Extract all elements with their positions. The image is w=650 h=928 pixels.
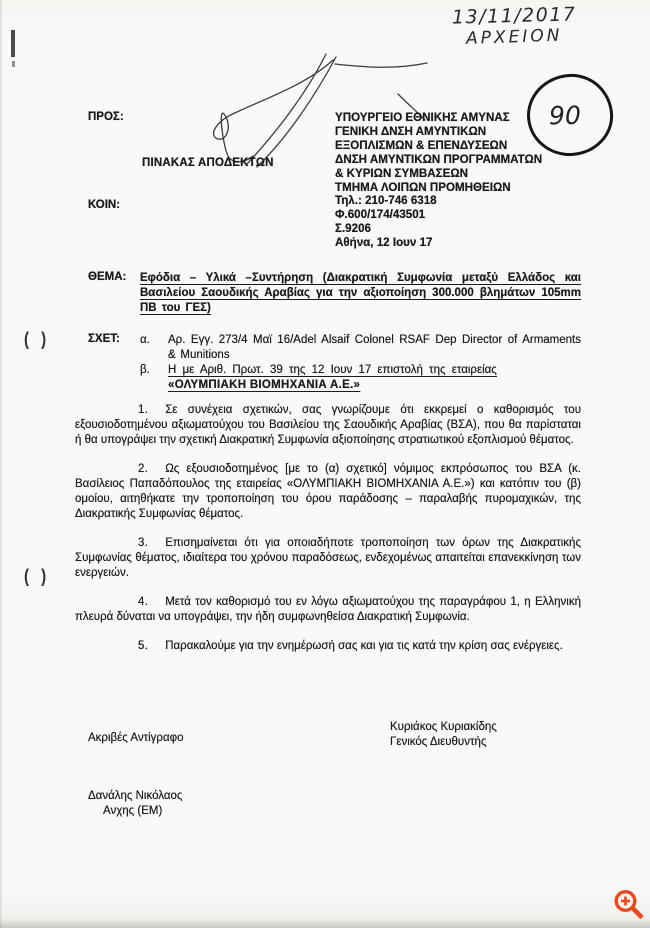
paragraph-3 — [75, 536, 581, 581]
paragraph-1-number: 1. — [138, 404, 149, 416]
circled-number: 90 — [548, 100, 582, 130]
handwritten-archive-label: ΑΡΧΕΙΟΝ — [465, 25, 563, 49]
paragraph-5-number: 5. — [138, 640, 149, 652]
paragraph-5 — [75, 639, 581, 654]
reference-a-text: Αρ. Εγγ. 273/4 Μαϊ 16/Adel Alsaif Colonel RSAF Dep Director of Armaments & Munitions — [168, 334, 581, 361]
paragraph-5-text: Παρακαλούμε για την ενημέρωσή σας και για τις κατά την κρίση σας ενέργειες. — [165, 640, 563, 652]
handwritten-archive-note — [452, 5, 577, 47]
org-line: ΥΠΟΥΡΓΕΙΟ ΕΘΝΙΚΗΣ ΑΜΥΝΑΣ — [335, 111, 510, 124]
margin-mark-top: ( ) — [24, 328, 51, 351]
org-line: ΕΞΟΠΛΙΣΜΩΝ & ΕΠΕΝΔΥΣΕΩΝ — [335, 138, 508, 152]
org-line: ΤΜΗΜΑ ΛΟΙΠΩΝ ΠΡΟΜΗΘΕΙΩΝ — [335, 180, 511, 194]
paragraph-2 — [75, 462, 581, 522]
org-line: ΔΝΣΗ ΑΜΥΝΤΙΚΩΝ ΠΡΟΓΡΑΜΜΑΤΩΝ — [335, 152, 543, 166]
org-line: & ΚΥΡΙΩΝ ΣΥΜΒΑΣΕΩΝ — [335, 166, 468, 180]
letter-body — [75, 403, 581, 668]
certifier-rank: Ανχης (ΕΜ) — [103, 805, 163, 817]
to-label: ΠΡΟΣ: — [88, 111, 124, 123]
reference-b-index: β. — [140, 364, 150, 376]
magnifier-plus-icon — [612, 888, 646, 920]
reference-b-company: «ΟΛΥΜΠΙΑΚΗ ΒΙΟΜΗΧΑΝΙΑ Α.Ε.» — [168, 379, 361, 391]
signer-title: Γενικός Διευθυντής — [390, 736, 487, 748]
signer-name: Κυριάκος Κυριακίδης — [390, 721, 497, 733]
org-line: ΓΕΝΙΚΗ ΔΝΣΗ ΑΜΥΝΤΙΚΩΝ — [335, 124, 487, 138]
certified-copy-label — [88, 731, 183, 746]
org-date-place: Αθήνα, 12 Ιουν 17 — [335, 236, 433, 250]
handwritten-date: 13/11/2017 — [451, 3, 577, 29]
zoom-in-button[interactable] — [611, 888, 647, 922]
org-file-number: Φ.600/174/43501 — [335, 208, 426, 222]
scan-edge-mark-dot — [12, 61, 15, 67]
org-phone: Τηλ.: 210-746 6318 — [335, 194, 437, 208]
paragraph-2-number: 2. — [138, 463, 149, 475]
reference-a-index: α. — [140, 334, 150, 346]
paragraph-2-text: Ως εξουσιοδοτημένος [με το (α) σχετικό] νόμιμος εκπρόσωπος του ΒΣΑ (κ. Βασίλειος Παπαδόπουλος της εταιρείας «ΟΛΥΜΠΙΑΚΗ ΒΙΟΜΗΧΑΝΙΑ Α.Ε.») και κατόπιν του (β) ομοίου, αιτηθήκατε την τροποποίηση του όρου παράδοσης – παραλαβής πυρομαχικών, της Διακρατικής Συμφωνίας θέματος. — [75, 463, 581, 520]
references-label: ΣΧΕΤ: — [88, 333, 120, 345]
subject-label: ΘΕΜΑ: — [88, 271, 127, 283]
certified-copy-text: Ακριβές Αντίγραφο — [88, 732, 184, 744]
paragraph-4 — [75, 595, 581, 625]
paragraph-1 — [75, 403, 581, 448]
paragraph-3-number: 3. — [138, 537, 149, 549]
reference-b-text: Η με Αριθ. Πρωτ. 39 της 12 Ιουν 17 επιστολή της εταιρείας — [168, 364, 497, 376]
org-serial: Σ.9206 — [335, 222, 371, 236]
paragraph-4-number: 4. — [138, 596, 149, 608]
margin-mark-bottom: ( ) — [24, 565, 51, 588]
reference-b — [168, 363, 581, 393]
paragraph-3-text: Επισημαίνεται ότι για οποιαδήποτε τροποποίηση των όρων της Διακρατικής Συμφωνίας θέματος, ιδιαίτερα του χρόνου παραδόσεως, ενδεχομένως απαιτείται επανεκκίνηση των ενεργειών. — [75, 537, 581, 579]
to-value: ΠΙΝΑΚΑΣ ΑΠΟΔΕΚΤΩΝ — [142, 157, 274, 169]
paragraph-1-text: Σε συνέχεια σχετικών, σας γνωρίζουμε ότι εκκρεμεί ο καθορισμός του εξουσιοδοτημένου αξιωματούχου του Βασιλείου της Σαουδικής Αραβίας (ΒΣΑ), που θα παρίσταται ή θα υπογράψει την σχετική Διακρατική Συμφωνία αξιοποίησης στρατιωτικού εξοπλισμού θέματος. — [75, 404, 581, 446]
cc-label: ΚΟΙΝ: — [88, 199, 121, 211]
certifier-name: Δανάλης Νικόλαος — [88, 790, 183, 802]
certifier-block — [88, 789, 182, 819]
scan-edge-mark — [11, 30, 15, 57]
paragraph-4-text: Μετά τον καθορισμό του εν λόγω αξιωματούχου της παραγράφου 1, η Ελληνική πλευρά δύναται να υπογράψει, την ήδη συμφωνηθείσα Διακρατική Συμφωνία. — [75, 596, 581, 623]
issuing-org-block — [335, 111, 542, 250]
subject-text: Εφόδια – Υλικά –Συντήρηση (Διακρατική Συμφωνία μεταξύ Ελλάδος και Βασιλείου Σαουδικής Αραβίας για την αξιοποίηση 300.000 βλημάτων 105mm ΠΒ του ΓΕΣ) — [140, 272, 581, 314]
signer-block — [390, 720, 497, 750]
